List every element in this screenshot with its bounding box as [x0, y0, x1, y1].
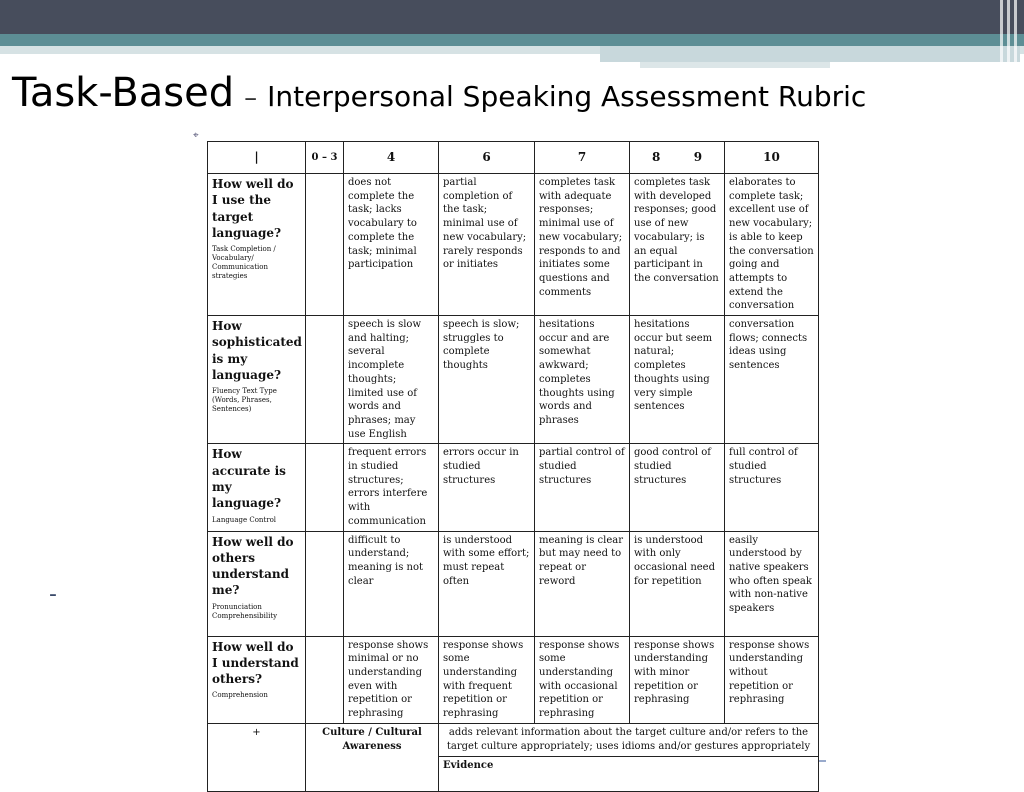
culture-label-cell: Culture / Cultural Awareness — [306, 723, 439, 791]
slide-title-dash: – — [244, 83, 258, 113]
header-score-8-9: 8 9 — [630, 142, 725, 174]
score-cell-4: does not complete the task; lacks vocabulary to complete the task; minimal participation — [344, 174, 439, 316]
score-cell-6: partial completion of the task; minimal use of new vocabulary; rarely responds or initiates — [439, 174, 535, 316]
score-cell-0-3 — [306, 636, 344, 723]
criterion-question: How well do I understand others? — [212, 639, 299, 687]
score-cell-7: hesitations occur and are somewhat awkward; completes thoughts using words and phrases — [535, 316, 630, 444]
slide-title-subtitle: Interpersonal Speaking Assessment Rubric — [267, 80, 867, 113]
score-cell-7: completes task with adequate responses; minimal use of new vocabulary; responds to and initiates some questions and comments — [535, 174, 630, 316]
criterion-sub-label: Pronunciation Comprehensibility — [212, 602, 278, 620]
header-criteria: | — [208, 142, 306, 174]
rubric-row-culture — [208, 723, 819, 756]
bonus-plus-cell: + — [208, 723, 306, 791]
evidence-cell: Evidence — [439, 756, 819, 791]
header-score-7: 7 — [535, 142, 630, 174]
score-cell-0-3 — [306, 531, 344, 636]
score-cell-0-3 — [306, 174, 344, 316]
header-score-4: 4 — [344, 142, 439, 174]
score-cell-0-3 — [306, 316, 344, 444]
rubric-row-language-control — [208, 444, 819, 531]
score-cell-4: speech is slow and halting; several incomplete thoughts; limited use of words and phrases; may use English — [344, 316, 439, 444]
criterion-cell — [208, 316, 306, 444]
slide-title — [12, 70, 866, 116]
criterion-cell — [208, 174, 306, 316]
rubric-table — [207, 141, 819, 792]
criterion-question: How well do I use the target language? — [212, 177, 294, 240]
bullet-dash: - — [49, 582, 57, 607]
culture-description-cell: adds relevant information about the target culture and/or refers to the target culture appropriately; uses idioms and/or gestures appropriately — [439, 723, 819, 756]
rubric-header-row — [208, 142, 819, 174]
score-cell-6: speech is slow; struggles to complete thoughts — [439, 316, 535, 444]
score-cell-8-9: good control of studied structures — [630, 444, 725, 531]
score-cell-7: meaning is clear but may need to repeat or reword — [535, 531, 630, 636]
score-cell-10: conversation flows; connects ideas using sentences — [725, 316, 819, 444]
rubric-row-task-completion — [208, 174, 819, 316]
score-cell-7: response shows some understanding with occasional repetition or rephrasing — [535, 636, 630, 723]
score-cell-10: easily understood by native speakers who often speak with non-native speakers — [725, 531, 819, 636]
criterion-cell — [208, 444, 306, 531]
header-score-6: 6 — [439, 142, 535, 174]
header-accent-block — [600, 46, 1020, 62]
criterion-sub-label: Comprehension — [212, 691, 268, 700]
score-cell-10: elaborates to complete task; excellent use of new vocabulary; is able to keep the conversation going and attempts to extend the conversation — [725, 174, 819, 316]
score-cell-8-9: is understood with only occasional need for repetition — [630, 531, 725, 636]
score-cell-8-9: response shows understanding with minor repetition or rephrasing — [630, 636, 725, 723]
table-move-handle-icon: ⌖ — [193, 130, 199, 141]
score-cell-4: difficult to understand; meaning is not clear — [344, 531, 439, 636]
score-cell-8-9: completes task with developed responses; good use of new vocabulary; is an equal participant in the conversation — [630, 174, 725, 316]
criterion-cell — [208, 531, 306, 636]
header-bar — [0, 0, 1024, 34]
criterion-question: How well do others understand me? — [212, 534, 294, 598]
score-cell-8-9: hesitations occur but seem natural; completes thoughts using very simple sentences — [630, 316, 725, 444]
score-cell-6: errors occur in studied structures — [439, 444, 535, 531]
score-cell-0-3 — [306, 444, 344, 531]
criterion-cell — [208, 636, 306, 723]
score-cell-7: partial control of studied structures — [535, 444, 630, 531]
criterion-question: How sophisticated is my language? — [212, 319, 302, 382]
rubric-row-fluency — [208, 316, 819, 444]
table-corner-mark — [818, 760, 826, 762]
header-score-0-3: 0 – 3 — [306, 142, 344, 174]
header-accent-block-secondary — [640, 62, 830, 68]
slide-title-main: Task-Based — [12, 70, 235, 116]
header-score-10: 10 — [725, 142, 819, 174]
criterion-sub-label: Fluency Text Type (Words, Phrases, Sentences) — [212, 387, 277, 414]
criterion-question: How accurate is my language? — [212, 447, 286, 511]
score-cell-4: response shows minimal or no understanding even with repetition or rephrasing — [344, 636, 439, 723]
rubric-row-comprehension — [208, 636, 819, 723]
header-decorative-stripes — [996, 0, 1024, 70]
rubric-row-pronunciation — [208, 531, 819, 636]
score-cell-6: is understood with some effort; must repeat often — [439, 531, 535, 636]
score-cell-10: response shows understanding without repetition or rephrasing — [725, 636, 819, 723]
criterion-sub-label: Task Completion / Vocabulary/ Communication strategies — [212, 245, 276, 281]
criterion-sub-label: Language Control — [212, 515, 277, 524]
header-accent-band — [0, 34, 1024, 46]
score-cell-10: full control of studied structures — [725, 444, 819, 531]
score-cell-6: response shows some understanding with frequent repetition or rephrasing — [439, 636, 535, 723]
score-cell-4: frequent errors in studied structures; errors interfere with communication — [344, 444, 439, 531]
